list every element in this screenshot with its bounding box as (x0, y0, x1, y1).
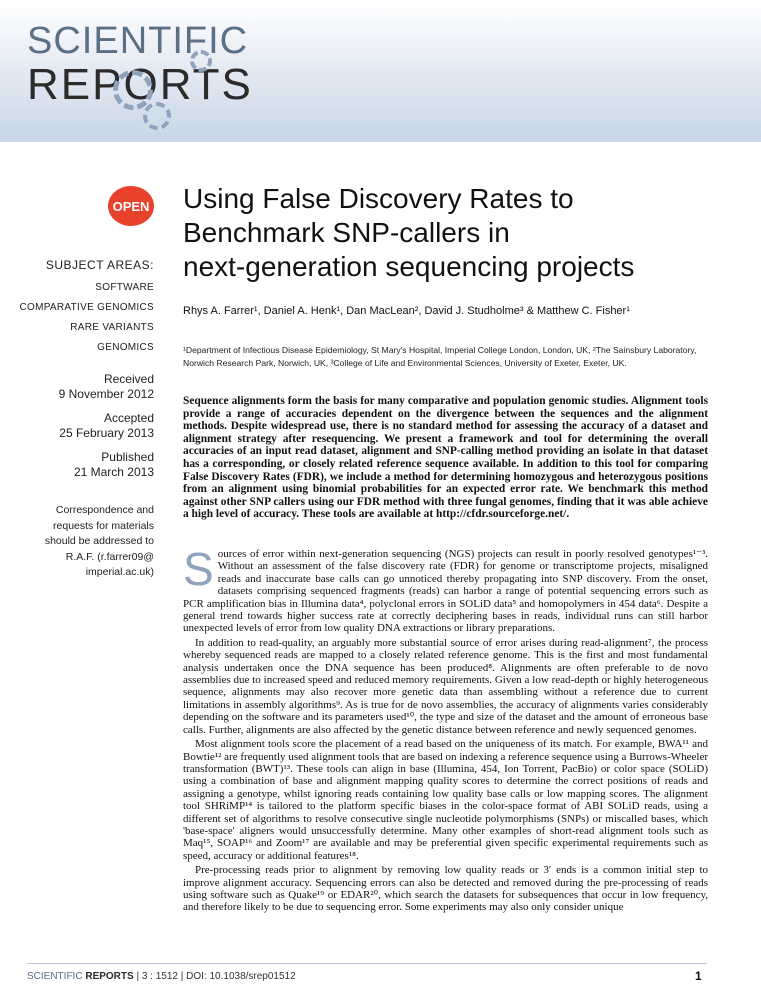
title-line: Benchmark SNP-callers in (183, 217, 510, 248)
journal-logo-top: SCIENTIFIC (27, 20, 249, 62)
article-title (183, 182, 743, 284)
correspondence-email[interactable]: R.A.F. (r.farrer09@ (65, 550, 154, 563)
correspondence-email[interactable]: imperial.ac.uk) (85, 566, 154, 578)
title-line: next-generation sequencing projects (183, 251, 635, 282)
gear-icon (190, 50, 212, 72)
correspondence-line: should be addressed to (44, 535, 154, 547)
received-date: 9 November 2012 (58, 387, 154, 401)
subject-link[interactable]: COMPARATIVE GENOMICS (19, 302, 154, 313)
correspondence-line: Correspondence and (55, 504, 154, 516)
article-dates (59, 372, 154, 480)
open-access-badge: OPEN (108, 186, 154, 226)
paragraph-text: ources of error within next-generation sequencing (NGS) projects can result in poorly resolved genotypes¹⁻³. Without an assessment of the false discovery rate (FDR) for genome or transcriptome projects, misaligned reads and inaccurate base calls can go unnoticed thereby propagating into SNP discovery. From the onset, datasets comprising sequenced fragments (reads) can harbor a range of potential sequencing errors such as PCR amplification bias in Illumina data⁴, polyclonal errors in SOLiD data⁵ and homopolymers in 454 data⁶. Despite a general trend towards higher success rate at correctly deciphering bases in reads, individual runs can still harbor unexpected levels of error from low quality DNA extractions or library preparations. (183, 548, 708, 635)
footer-doi: | 3 : 1512 | DOI: 10.1038/srep01512 (136, 971, 296, 982)
journal-header (0, 0, 761, 142)
footer-citation (27, 971, 296, 982)
received-label: Received (103, 372, 154, 386)
author-list: Rhys A. Farrer¹, Daniel A. Henk¹, Dan MacLean², David J. Studholme³ & Matthew C. Fisher¹ (183, 305, 630, 317)
subject-link[interactable]: RARE VARIANTS (70, 322, 154, 333)
affiliations: ¹Department of Infectious Disease Epidemiology, St Mary's Hospital, Imperial College London, London, UK, ²The Sainsbury Laboratory, Norwich Research Park, Norwich, UK, ³College of Life and Environmental Sciences, University of Exeter, Exeter, UK. (183, 345, 697, 368)
published-date: 21 March 2013 (73, 465, 154, 479)
page-number: 1 (695, 969, 702, 983)
subject-link[interactable]: GENOMICS (97, 342, 154, 353)
footer-brand: SCIENTIFIC REPORTS (27, 971, 134, 982)
abstract: Sequence alignments form the basis for many comparative and population genomic studies. Alignment tools provide a range of accuracies dependent on the divergence between the sequences and the alignment methods. Despite widespread use, there is no standard method for assessing the accuracy of a dataset and alignment strategy after resequencing. We present a framework and tool for determining the overall accuracies of an input read dataset, alignment and SNP-calling method providing an isolate in that dataset has a corresponding, or closely related reference sequence available. In addition to this tool for comparing False Discovery Rates (FDR), we include a method for determining homozygous and heterozygous positions from an alignment using binomial probabilities for an expected error rate. We benchmark this method against other SNP callers using our FDR method with three fungal genomes, finding that it was able achieve a high level of accuracy. These tools are available at http://cfdr.sourceforge.net/. (183, 395, 708, 521)
correspondence-note (24, 503, 154, 581)
accepted-date: 25 February 2013 (59, 426, 154, 440)
correspondence-line: requests for materials (53, 519, 154, 532)
journal-logo-bottom: REPORTS (27, 60, 253, 109)
gear-icon (113, 70, 153, 110)
paragraph (183, 543, 708, 635)
drop-cap: S (183, 543, 214, 595)
paragraph: In addition to read-quality, an arguably more substantial source of error arises during read-alignment⁷, the process whereby sequenced reads are mapped to a closely related reference genome. This is the first and most fundamental analysis undertaken once the DNA sequence has been produced⁸. Alignments are often preferable to de novo assemblies due to increased speed and reduced memory requirements. Given a low read-depth or highly heterogeneous sequence, alignments may also recover more genetic data than assembling without a reference due to current limitations in assembly algorithms⁹. As is true for de novo assemblies, the accuracy of alignments varies considerably depending on the software and its parameters used¹⁰, the type and size of the dataset and the amount of erroneous base calls. Further, alignments are also affected by the genetic distance between reference and newly sequenced genomes. (183, 636, 708, 736)
published-label: Published (101, 450, 154, 464)
paragraph: Most alignment tools score the placement of a read based on the uniqueness of its match. For example, BWA¹¹ and Bowtie¹² are frequently used alignment tools that are based on indexing a reference sequence using a Burrows-Wheeler transformation (BWT)¹³. These tools can align in base (Illumina, 454, Ion Torrent, PacBio) or color space (SOLiD) using a combination of base and alignment mapping quality scores to determine the correct positions of reads and assigning a genotype, whilst ignoring reads containing low quality base calls or low mapping scores. The alignment tool SHRiMP¹⁴ is tailored to the platform specific biases in the color-space format of ABI SOLiD reads, using a different set of algorithms to resolve consecutive single nucleotide polymorphisms (SNPs) or miscalled bases, which 'base-space' aligners would unsuccessfully determine. Many other examples of short-read alignment tools such as Maq¹⁵, SOAP¹⁶ and Zoom¹⁷ are available and may be preferential given specific experimental requirements such as speed, accuracy or additional features¹⁸. (183, 738, 708, 862)
paragraph: Pre-processing reads prior to alignment by removing low quality reads or 3′ ends is a common initial step to improve alignment accuracy. Sequencing errors can also be detected and removed during the pre-processing of reads using software such as Quake¹⁹ or EDAR²⁰, which search the datasets for subsequences that occur in low frequency, and therefore likely to be due to sequencing error. Some experiments may also only consider unique (183, 864, 708, 914)
article-body (183, 543, 708, 916)
subject-link[interactable]: SOFTWARE (95, 282, 154, 293)
accepted-label: Accepted (103, 411, 154, 425)
gear-icon (143, 102, 171, 130)
title-line: Using False Discovery Rates to (183, 183, 574, 214)
subject-areas-list (19, 278, 154, 358)
subject-areas-title: SUBJECT AREAS: (45, 258, 154, 272)
footer-divider (27, 963, 707, 964)
